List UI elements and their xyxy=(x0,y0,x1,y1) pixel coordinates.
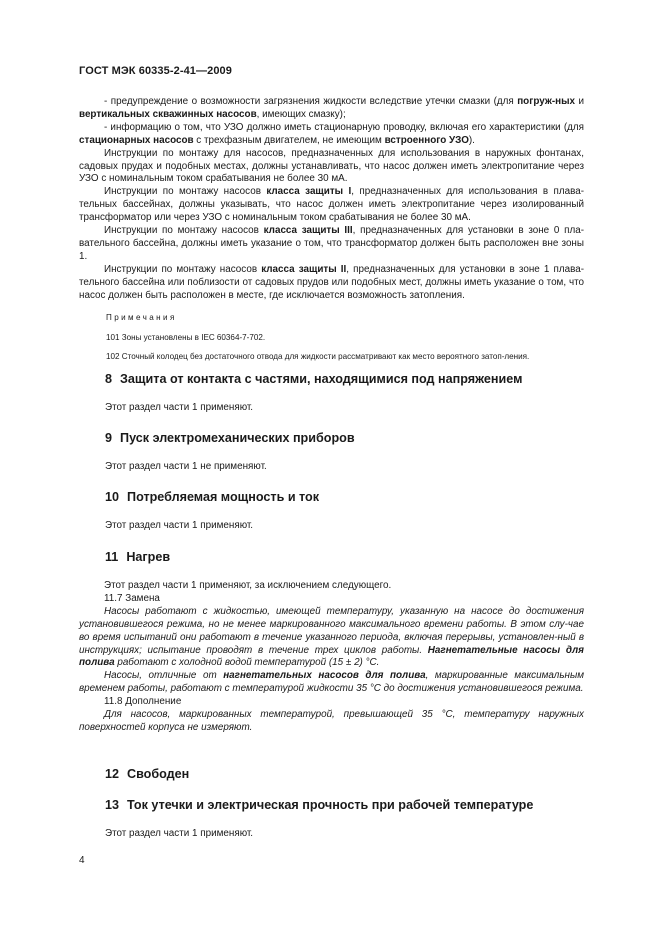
paragraph: Инструкции по монтажу насосов класса защиты II, предназначенных для установки в зоне 1 плава-тельного бассейна или поблизости от садовых прудов или подобных мест, должны иметь указание о том, что насос должен быть расположен в месте, где исключается возможность затопления. xyxy=(79,263,585,301)
section-11-body xyxy=(79,580,584,735)
section-10-heading: 10 Потребляемая мощность и ток xyxy=(105,490,320,504)
note-101: 101 Зоны установлены в IEC 60364-7-702. xyxy=(106,332,266,342)
document-header: ГОСТ МЭК 60335-2-41—2009 xyxy=(79,65,232,77)
note-102: 102 Сточный колодец без достаточного отвода для жидкости рассматривают как место вероятного затоп-ления. xyxy=(106,352,530,362)
intro-block xyxy=(79,96,584,303)
notes-label: Примечания xyxy=(106,313,177,323)
section-8-text: Этот раздел части 1 применяют. xyxy=(105,402,254,413)
paragraph: - предупреждение о возможности загрязнения жидкости вследствие утечки смазки (для погруж-ных и вертикальных скважинных насосов, имеющих смазку); xyxy=(79,96,584,120)
subclause-11-8: 11.8 Дополнение xyxy=(104,696,182,708)
section-13-heading: 13 Ток утечки и электрическая прочность при рабочей температуре xyxy=(105,798,534,812)
paragraph: Для насосов, маркированных температурой, превышающей 35 °С, температуру наружных поверхностей корпуса не измеряют. xyxy=(79,709,584,733)
section-13-text: Этот раздел части 1 применяют. xyxy=(105,828,254,839)
section-9-heading: 9 Пуск электромеханических приборов xyxy=(105,431,355,445)
subclause-11-7: 11.7 Замена xyxy=(104,592,160,604)
paragraph: Насосы, отличные от нагнетательных насосов для полива, маркированные максимальным временем работы, работают с температурой жидкости 35 °С до достижения установившегося режима. xyxy=(79,670,584,695)
section-11-text: Этот раздел части 1 применяют, за исключением следующего. xyxy=(104,580,392,591)
notes-block xyxy=(79,304,584,371)
paragraph: Инструкции по монтажу насосов класса защиты III, предназначенных для установки в зоне 0 пла-вательного бассейна, должны иметь указание о том, что трансформатор должен быть расположен вне зоны 1. xyxy=(79,225,584,262)
paragraph: - информацию о том, что УЗО должно иметь стационарную проводку, включая его характеристики (для стационарных насосов с трехфазным двигателем, не имеющим встроенного УЗО). xyxy=(79,121,584,146)
section-12-heading: 12 Свободен xyxy=(105,767,190,781)
page-number: 4 xyxy=(79,855,85,866)
section-10-text: Этот раздел части 1 применяют. xyxy=(105,520,254,531)
section-8-heading: 8 Защита от контакта с частями, находящимися под напряжением xyxy=(105,372,523,386)
paragraph: Инструкции по монтажу для насосов, предназначенных для использования в наружных фонтанах, садовых прудах и подобных местах, должны устанавливать, что насос должен иметь электропитание через УЗО с номинальным током срабатывания не более 30 мА. xyxy=(79,147,584,185)
section-9-text: Этот раздел части 1 не применяют. xyxy=(105,461,267,472)
paragraph: Инструкции по монтажу насосов класса защиты I, предназначенных для использования в плава-тельных бассейнах, должны указывать, что насос должен иметь электропитание через изолированный трансформатор или через УЗО с номинальным током срабатывания не более 30 мА. xyxy=(79,186,584,224)
paragraph: Насосы работают с жидкостью, имеющей температуру, указанную на насосе до достижения установившегося режима, но не менее маркированного максимального времени работы. В этом слу-чае во время испытаний они работают в течение указанного периода, включая перерывы, установлен-ный в инструкциях; испытание проводят в течение трех циклов работы. Нагнетательные насосы для полива работают с холодной водой температурой (15 ± 2) °С. xyxy=(79,605,584,669)
section-11-heading: 11 Нагрев xyxy=(105,550,171,564)
